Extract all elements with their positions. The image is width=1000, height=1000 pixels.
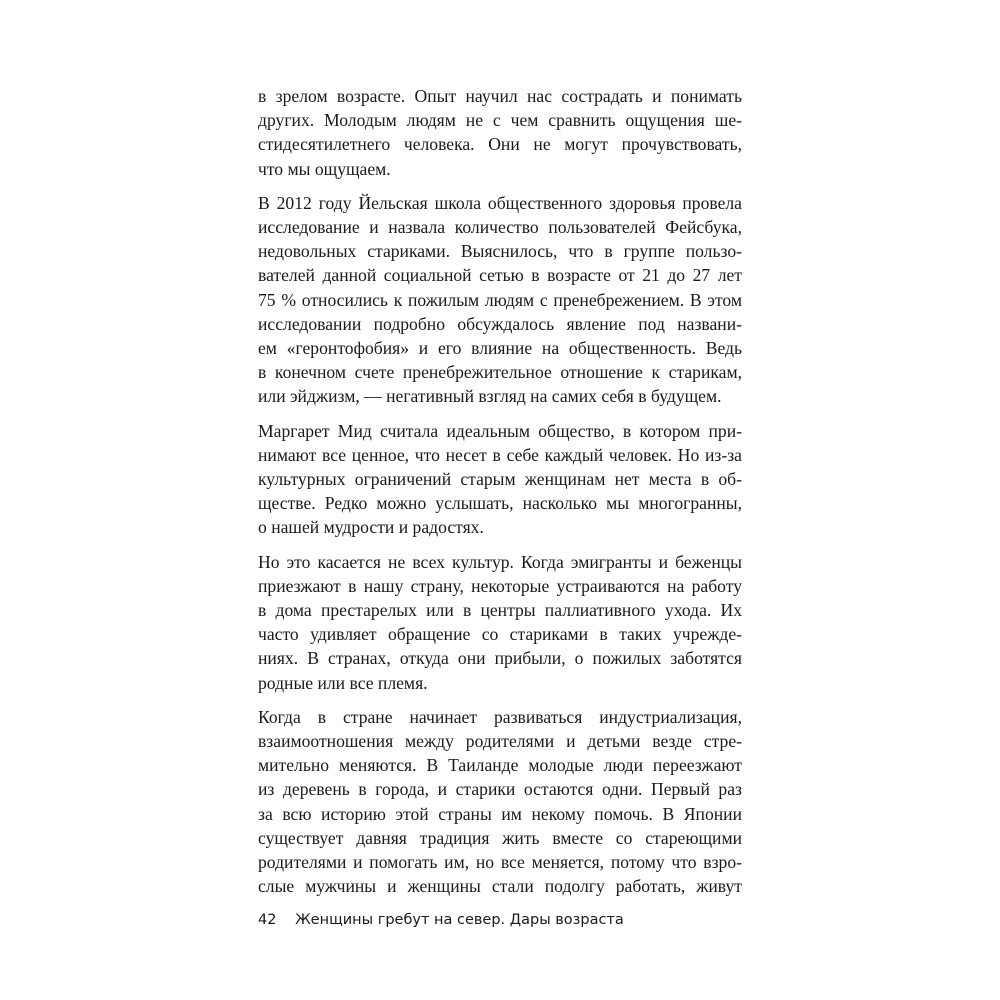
text-line: вателей данной социальной сетью в возрасте от 21 до 27 лет [258,265,742,286]
text-line: в зрелом возрасте. Опыт научил нас сострадать и понимать [258,86,742,106]
text-line: в конечном счете пренебрежительное отношение к старикам, [258,362,742,383]
text-line: исследовании подробно обсуждалось явление под названи- [258,313,742,334]
text-line: стидесятилетнего человека. Они не могут прочувствовать, [258,134,742,155]
text-line: родителями и помогать им, но все меняется, потому что взро- [258,852,742,873]
paragraph [258,419,742,540]
paragraph [258,705,742,899]
text-line: мительно меняются. В Таиланде молодые люди переезжают [258,755,742,776]
page-number: 42 [258,912,277,928]
text-line: ниях. В странах, откуда они прибыли, о пожилых заботятся [258,648,742,669]
text-line: что мы ощущаем. [258,158,391,179]
text-line: слые мужчины и женщины стали подолгу работать, живут [258,876,742,897]
paragraph [258,84,742,181]
text-line: родные или все племя. [258,672,428,693]
text-line: нимают все ценное, что несет в себе каждый человек. Но из-за [258,444,742,465]
text-line: Маргарет Мид считала идеальным общество, в котором при- [258,420,742,441]
running-title: Женщины гребут на север. Дары возраста [295,912,624,928]
text-line: Когда в стране начинает развиваться индустриализация, [258,706,742,727]
page-footer [258,912,742,928]
text-line: 75 % относились к пожилым людям с пренебрежением. В этом [258,289,742,310]
text-line: исследование и назвала количество пользователей Фейсбука, [258,217,742,238]
text-line: культурных ограничений старым женщинам нет места в об- [258,469,742,490]
text-line: за всю историю этой страны им некому помочь. В Японии [258,803,742,824]
paragraph [258,550,742,695]
text-line: часто удивляет обращение со стариками в таких учрежде- [258,624,742,645]
text-line: других. Молодым людям не с чем сравнить ощущения ше- [258,110,742,131]
paragraph [258,191,742,409]
text-line: недовольных стариками. Выяснилось, что в группе пользо- [258,241,742,262]
text-line: ществе. Редко можно услышать, насколько мы многогранны, [258,493,742,514]
text-line: в дома престарелых или в центры паллиативного ухода. Их [258,600,742,621]
text-line: существует давняя традиция жить вместе со стареющими [258,827,742,848]
text-line: из деревень в города, и старики остаются одни. Первый раз [258,779,742,800]
text-line: взаимоотношения между родителями и детьми везде стре- [258,731,742,752]
text-line: приезжают в нашу страну, некоторые устраиваются на работу [258,575,742,596]
text-line: или эйджизм, — негативный взгляд на самих себя в будущем. [258,386,722,407]
text-line: В 2012 году Йельская школа общественного здоровья провела [258,192,742,213]
text-line: Но это касается не всех культур. Когда эмигранты и беженцы [258,551,742,572]
text-line: о нашей мудрости и радостях. [258,517,484,538]
body-text [258,84,742,909]
text-line: ем «геронтофобия» и его влияние на общественность. Ведь [258,338,742,359]
